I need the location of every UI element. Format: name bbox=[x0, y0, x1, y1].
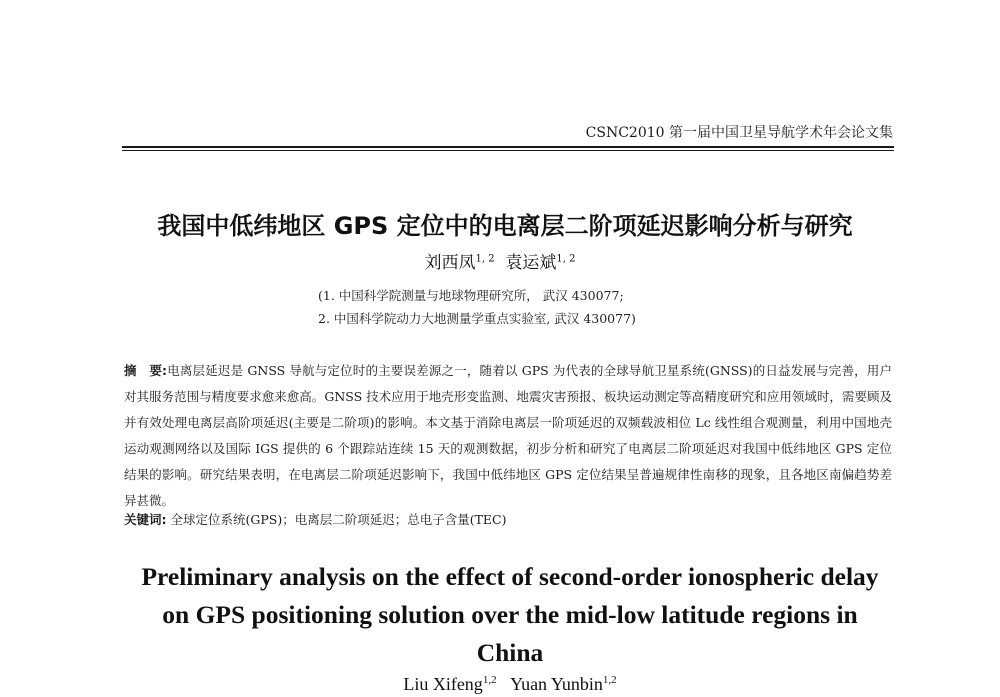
author-name: Liu Xifeng bbox=[403, 674, 483, 694]
header-rule-thick bbox=[122, 146, 894, 148]
affiliation-line: (1. 中国科学院测量与地球物理研究所， 武汉 430077; bbox=[318, 288, 624, 303]
header-rule-thin bbox=[122, 150, 894, 151]
author-affiliation-mark: 1,2 bbox=[602, 674, 617, 686]
abstract-label: 摘 要: bbox=[124, 363, 168, 378]
english-authors bbox=[340, 674, 680, 695]
author-name: 刘西凤 bbox=[424, 253, 476, 273]
keywords-label: 关键词: bbox=[124, 512, 167, 527]
author-affiliation-mark: 1, 2 bbox=[475, 253, 495, 265]
author-affiliation-mark: 1,2 bbox=[482, 674, 497, 686]
author-affiliation-mark: 1, 2 bbox=[556, 253, 576, 265]
keywords-line bbox=[124, 510, 892, 528]
keywords-text: 全球定位系统(GPS)；电离层二阶项延迟；总电子含量(TEC) bbox=[170, 512, 507, 527]
affiliation-line: 2. 中国科学院动力大地测量学重点实验室, 武汉 430077) bbox=[318, 311, 636, 326]
author-name: Yuan Yunbin bbox=[510, 674, 603, 694]
abstract-paragraph bbox=[124, 358, 892, 514]
running-header: CSNC2010 第一届中国卫星导航学术年会论文集 bbox=[585, 125, 893, 141]
chinese-authors bbox=[330, 248, 670, 273]
english-title: Preliminary analysis on the effect of second-order ionospheric delay on GPS positioning solution over the mid-low latitude regions in China bbox=[141, 562, 879, 667]
chinese-title: 我国中低纬地区 GPS 定位中的电离层二阶项延迟影响分析与研究 bbox=[157, 212, 853, 240]
abstract-text: 电离层延迟是 GNSS 导航与定位时的主要误差源之一，随着以 GPS 为代表的全球导航卫星系统(GNSS)的日益发展与完善，用户对其服务范围与精度要求愈来愈高。GNSS 技术应用于地壳形变监测、地震灾害预报、板块运动测定等高精度研究和应用领域时，需要顾及并有效处理电离层高阶项延迟(主要是二阶项)的影响。本文基于消除电离层一阶项延迟的双频载波相位 Lc 线性组合观测量，利用中国地壳运动观测网络以及国际 IGS 提供的 6 个跟踪站连续 15 天的观测数据，初步分析和研究了电离层二阶项延迟对我国中低纬地区 GPS 定位结果的影响。研究结果表明，在电离层二阶项延迟影响下，我国中低纬地区 GPS 定位结果呈普遍规律性南移的现象，且各地区南偏趋势差异甚微。 bbox=[124, 363, 892, 508]
author-name: 袁运斌 bbox=[505, 253, 557, 273]
